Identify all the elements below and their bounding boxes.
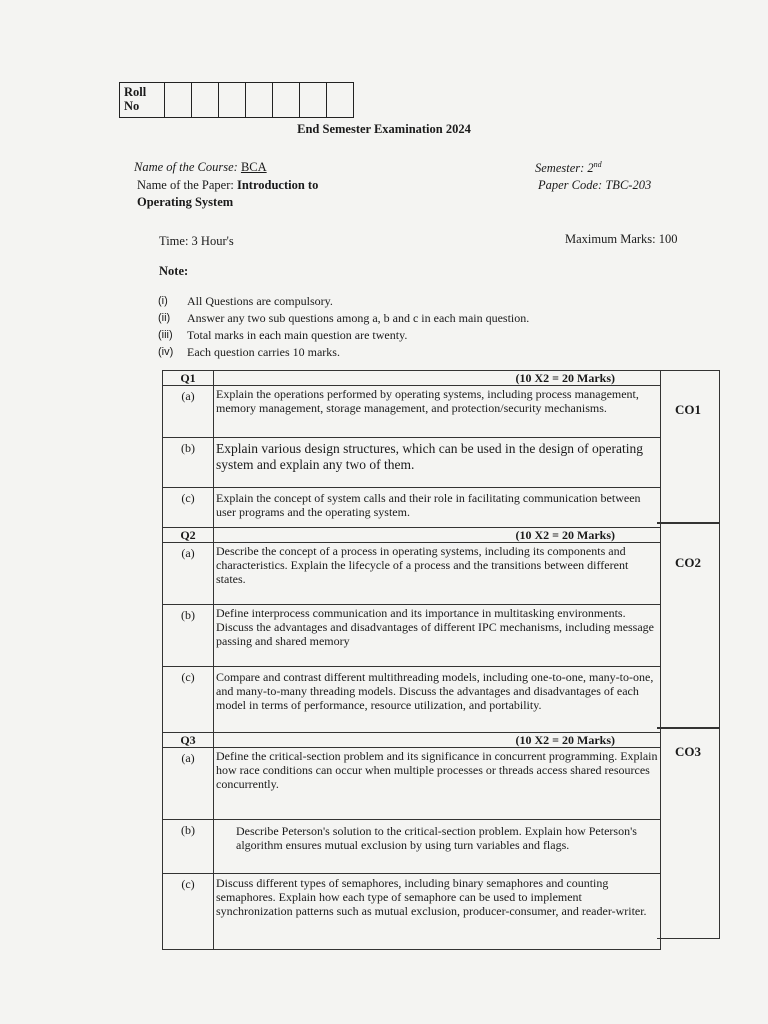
note-item: (iii) Total marks in each main question are twenty.	[158, 328, 408, 342]
question-header	[163, 528, 661, 543]
table-row	[163, 386, 661, 438]
roll-cell[interactable]	[165, 83, 192, 118]
sub-question-text: Discuss different types of semaphores, including binary semaphores and counting semaphores. Explain how each type of semaphore can be used to implement synchronization patterns such as mutual exclusion, producer-consumer, and reader-writer.	[214, 874, 661, 950]
sub-question-text: Compare and contrast different multithreading models, including one-to-one, many-to-one, and many-to-many threading models. Discuss the advantages and disadvantages of each model in terms of performance, resource utilization, and portability.	[214, 667, 661, 733]
paper-code-value: TBC-203	[605, 178, 652, 192]
paper-code-line	[538, 178, 651, 193]
max-marks: Maximum Marks: 100	[565, 232, 678, 246]
table-row	[163, 543, 661, 605]
sub-question-text: Define the critical-section problem and its significance in concurrent programming. Explain how race conditions can occur when multiple processes or threads access shared resources concurrently.	[214, 748, 661, 820]
course-line	[134, 160, 267, 175]
roll-cell[interactable]	[192, 83, 219, 118]
sub-question-text: Describe the concept of a process in operating systems, including its components and characteristics. Explain the lifecycle of a process and the transitions between different states.	[214, 543, 661, 605]
co-label-q1: CO1	[675, 402, 701, 417]
roll-cell[interactable]	[327, 83, 354, 118]
roll-cell[interactable]	[300, 83, 327, 118]
table-row	[163, 438, 661, 488]
semester-sup: nd	[593, 160, 602, 169]
sub-label: (b)	[163, 605, 214, 667]
paper-line	[137, 178, 318, 193]
paper-value-2: Operating System	[137, 195, 234, 209]
co-label-q3: CO3	[675, 744, 701, 759]
sub-label: (a)	[163, 543, 214, 605]
paper-label: Name of the Paper:	[137, 178, 234, 192]
sub-label: (a)	[163, 748, 214, 820]
table-row	[163, 488, 661, 528]
time: Time: 3 Hour's	[159, 234, 234, 248]
sub-question-text: Describe Peterson's solution to the critical-section problem. Explain how Peterson's algorithm ensures mutual exclusion by using turn variables and flags.	[214, 820, 661, 874]
table-row	[163, 667, 661, 733]
roll-label: Roll No	[120, 83, 165, 118]
sub-question-text: Explain the concept of system calls and their role in facilitating communication between user programs and the operating system.	[214, 488, 661, 528]
course-value: BCA	[240, 160, 267, 174]
roll-cell[interactable]	[273, 83, 300, 118]
question-marks: (10 X2 = 20 Marks)	[214, 371, 661, 386]
sub-question-text: Explain the operations performed by operating systems, including process management, memory management, storage management, and protection/security mechanisms.	[214, 386, 661, 438]
question-marks: (10 X2 = 20 Marks)	[214, 528, 661, 543]
note-item: (iv) Each question carries 10 marks.	[158, 345, 340, 359]
roll-cell[interactable]	[246, 83, 273, 118]
question-header	[163, 371, 661, 386]
co-column-q1	[657, 370, 720, 524]
notes-list	[158, 293, 529, 361]
semester-label: Semester:	[535, 161, 585, 176]
sub-label: (c)	[163, 488, 214, 528]
table-row	[163, 874, 661, 950]
course-label: Name of the Course:	[134, 160, 238, 174]
exam-title: End Semester Examination 2024	[297, 122, 471, 136]
note-item: (ii) Answer any two sub questions among a, b and c in each main question.	[158, 311, 530, 325]
paper-value-1: Introduction to	[236, 178, 319, 192]
question-number: Q2	[163, 528, 214, 543]
question-number: Q1	[163, 371, 214, 386]
sub-question-text: Explain various design structures, which can be used in the design of operating system and explain any two of them.	[214, 438, 661, 488]
sub-label: (b)	[163, 820, 214, 874]
question-marks: (10 X2 = 20 Marks)	[214, 733, 661, 748]
questions-table	[162, 370, 661, 950]
semester-line	[535, 160, 602, 176]
co-label-q2: CO2	[675, 555, 701, 570]
question-number: Q3	[163, 733, 214, 748]
roll-cell[interactable]	[219, 83, 246, 118]
sub-label: (c)	[163, 874, 214, 950]
semester-value: 2	[587, 161, 594, 176]
paper-code-label: Paper Code:	[538, 178, 603, 192]
co-column-q2	[657, 522, 720, 729]
sub-label: (c)	[163, 667, 214, 733]
table-row	[163, 605, 661, 667]
table-row	[163, 820, 661, 874]
sub-question-text: Define interprocess communication and its importance in multitasking environments. Discuss the advantages and disadvantages of different IPC mechanisms, including message passing and shared memory	[214, 605, 661, 667]
sub-label: (b)	[163, 438, 214, 488]
table-row	[163, 748, 661, 820]
note-item: (i) All Questions are compulsory.	[158, 294, 333, 308]
roll-number-box	[119, 82, 354, 118]
sub-label: (a)	[163, 386, 214, 438]
question-header	[163, 733, 661, 748]
note-label: Note:	[159, 264, 189, 278]
